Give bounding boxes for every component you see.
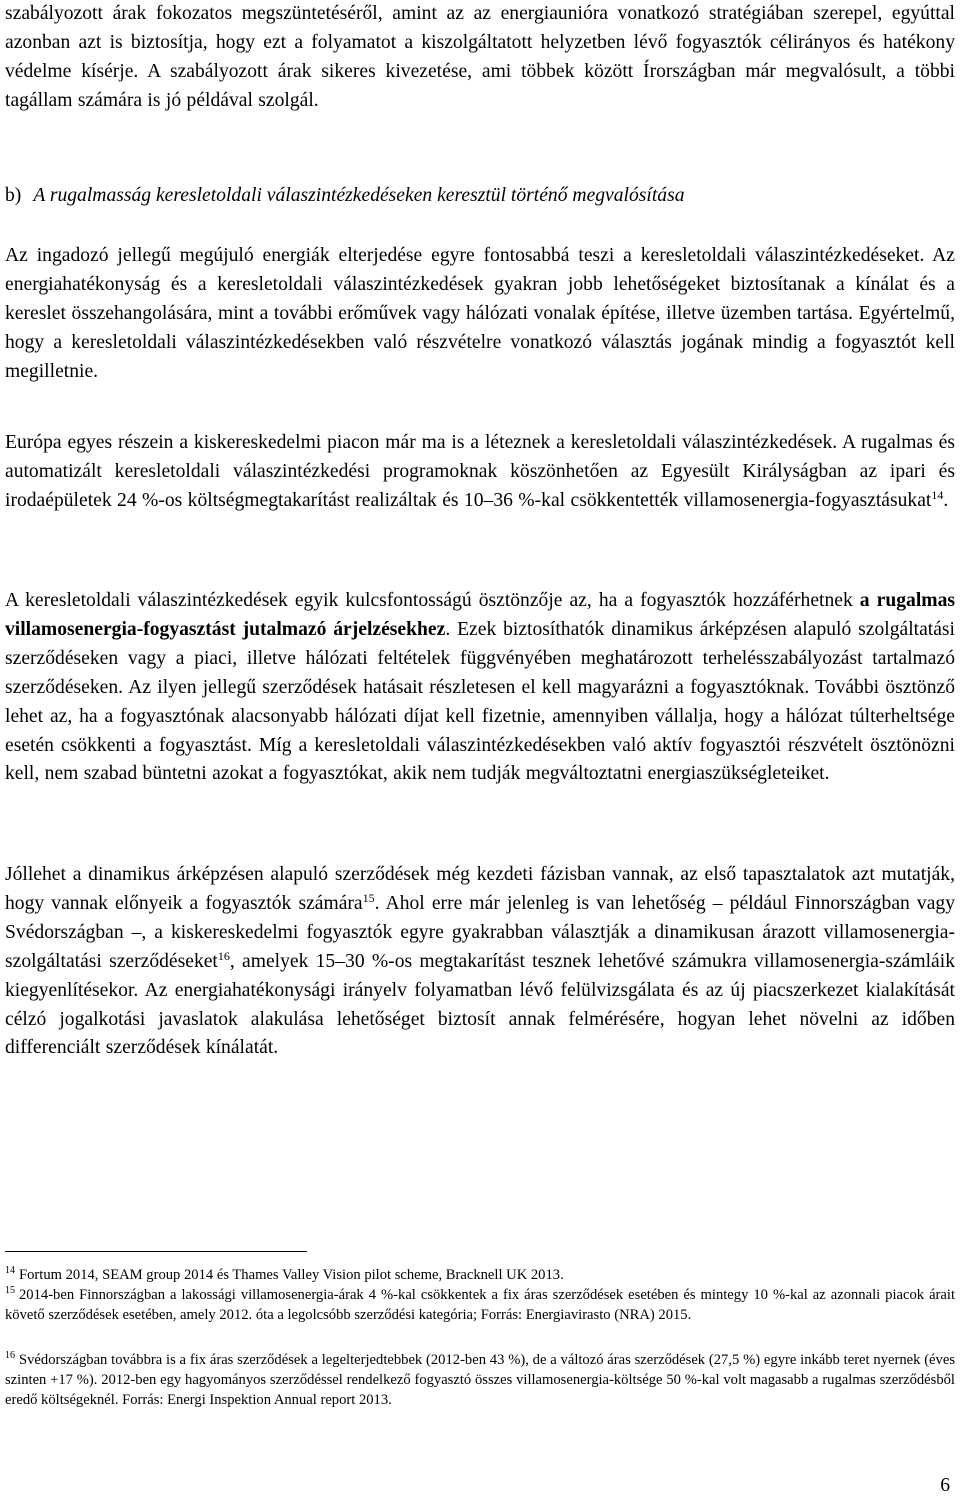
footnote-text: Svédországban továbbra is a fix áras szerződések a legelterjedtebbek (2012-ben 43 %), de a változó áras szerződések (27,5 %) egyre inkább teret nyernek (éves szinten +17 %). 2012-ben egy hagyományos szerződéssel rendelkező fogyasztó összes villamosenergia-költsége 50 %-kal volt magasabb a rugalmas szerződésből eredő költségeknél. Forrás: Energi Inspektion Annual report 2013. xyxy=(5,1352,955,1408)
footnote-divider xyxy=(5,1251,307,1252)
section-heading xyxy=(5,185,685,207)
footnote-text: Fortum 2014, SEAM group 2014 és Thames Valley Vision pilot scheme, Bracknell UK 2013. xyxy=(19,1267,564,1283)
paragraph-text-b: . Ahol erre már jelenleg is van lehetőség – például Finnországban vagy Svédországban –, a kiskereskedelmi fogyasztók egyre gyakrabban választják a dinamikusan árazott villamosenergia-szolgáltatási szerződéseket xyxy=(5,892,956,972)
footnote-number: 15 xyxy=(5,1285,15,1296)
section-letter: b) xyxy=(5,185,22,206)
footnote-ref-14[interactable]: 14 xyxy=(931,487,944,502)
paragraph-dynamic-pricing xyxy=(5,861,955,1063)
footnote-ref-16[interactable]: 16 xyxy=(217,948,230,963)
paragraph-text-c: , amelyek 15–30 %-os megtakarítást tesznek lehetővé számukra villamosenergia-számláik kiegyenlítésekor. Az energiahatékonysági irányelv folyamatban lévő felülvizsgálata és az új piacszerkezet kialakítását célzó jogalkotási javaslatok alakulása lehetőséget biztosít annak felmérésére, hogyan lehet növelni az időben differenciált szerződések kínálatát. xyxy=(5,950,955,1059)
footnote-number: 16 xyxy=(5,1350,15,1361)
paragraph-regulated-prices: szabályozott árak fokozatos megszüntetéséről, amint az az energiaunióra vonatkozó stratégiában szerepel, egyúttal azonban azt is biztosítja, hogy ezt a folyamatot a kiszolgáltatott helyzetben lévő fogyasztók célirányos és hatékony védelme kísérje. A szabályozott árak sikeres kivezetése, ami többek között Írországban már megvalósult, a többi tagállam számára is jó példával szolgál. xyxy=(5,3,955,111)
footnote-15 xyxy=(5,1285,955,1325)
paragraph-europe-markets xyxy=(5,429,955,516)
paragraph-text-a: Jóllehet a dinamikus árképzésen alapuló szerződések még kezdeti fázisban vannak, az első tapasztalatok azt mutatják, hogy vannak előnyeik a fogyasztók számára xyxy=(5,864,955,914)
footnote-16 xyxy=(5,1350,955,1410)
paragraph-text-b: . Ezek biztosíthatók dinamikus árképzésen alapuló szolgáltatási szerződéseken vagy a piaci, illetve hálózati feltételek függvényében meghatározott terhelésszabályozást tartalmazó szerződéseken. Az ilyen jellegű szerződések hatásait részletesen el kell magyarázni a fogyasztóknak. További ösztönző lehet az, ha a fogyasztónak alacsonyabb hálózati díjat kell fizetnie, amennyiben vállalja, hogy a hálózat túlterheltsége esetén csökkenti a fogyasztást. Míg a keresletoldali válaszintézkedésekben való aktív fogyasztói részvételt ösztönözni kell, nem szabad büntetni azokat a fogyasztókat, akik nem tudják megváltoztatni energiaszükségleteiket. xyxy=(5,618,955,785)
paragraph-end: . xyxy=(943,489,949,511)
footnote-14 xyxy=(5,1265,955,1285)
footnote-ref-15[interactable]: 15 xyxy=(362,890,375,905)
paragraph-renewables: Az ingadozó jellegű megújuló energiák elterjedése egyre fontosabbá teszi a keresletoldali válaszintézkedéseket. Az energiahatékonyság és a keresletoldali válaszintézkedések gyakran jobb lehetőségeket biztosítanak a kínálat és a kereslet összehangolására, mint a további erőművek vagy hálózati vonalak építése, illetve üzemben tartása. Egyértelmű, hogy a keresletoldali válaszintézkedésekben való részvételre vonatkozó választás jogának mindig a fogyasztót kell megilletnie. xyxy=(5,245,955,382)
page-number: 6 xyxy=(940,1475,950,1496)
paragraph-text: Európa egyes részein a kiskereskedelmi piacon már ma is a léteznek a keresletoldali válaszintézkedések. A rugalmas és automatizált keresletoldali válaszintézkedési programoknak köszönhetően az Egyesült Királyságban az ipari és irodaépületek 24 %-os költségmegtakarítást realizáltak és 10–36 %-kal csökkentették villamosenergia-fogyasztásukat xyxy=(5,432,955,511)
section-title: A rugalmasság keresletoldali válaszintézkedéseken keresztül történő megvalósítása xyxy=(33,185,685,206)
paragraph-price-signals xyxy=(5,587,955,789)
footnote-number: 14 xyxy=(5,1265,15,1276)
footnote-text: 2014-ben Finnországban a lakossági villamosenergia-árak 4 %-kal csökkentek a fix áras szerződések esetében és mintegy 10 %-kal az azonnali piacok árait követő szerződések esetében, amely 2012. óta a legolcsóbb szerződési kategória; Forrás: Energiavirasto (NRA) 2015. xyxy=(5,1287,955,1323)
bold-emphasis: a rugalmas villamosenergia-fogyasztást jutalmazó árjelzésekhez xyxy=(5,590,955,640)
paragraph-text-a: A keresletoldali válaszintézkedések egyik kulcsfontosságú ösztönzője az, ha a fogyasztók hozzáférhetnek xyxy=(5,590,860,611)
